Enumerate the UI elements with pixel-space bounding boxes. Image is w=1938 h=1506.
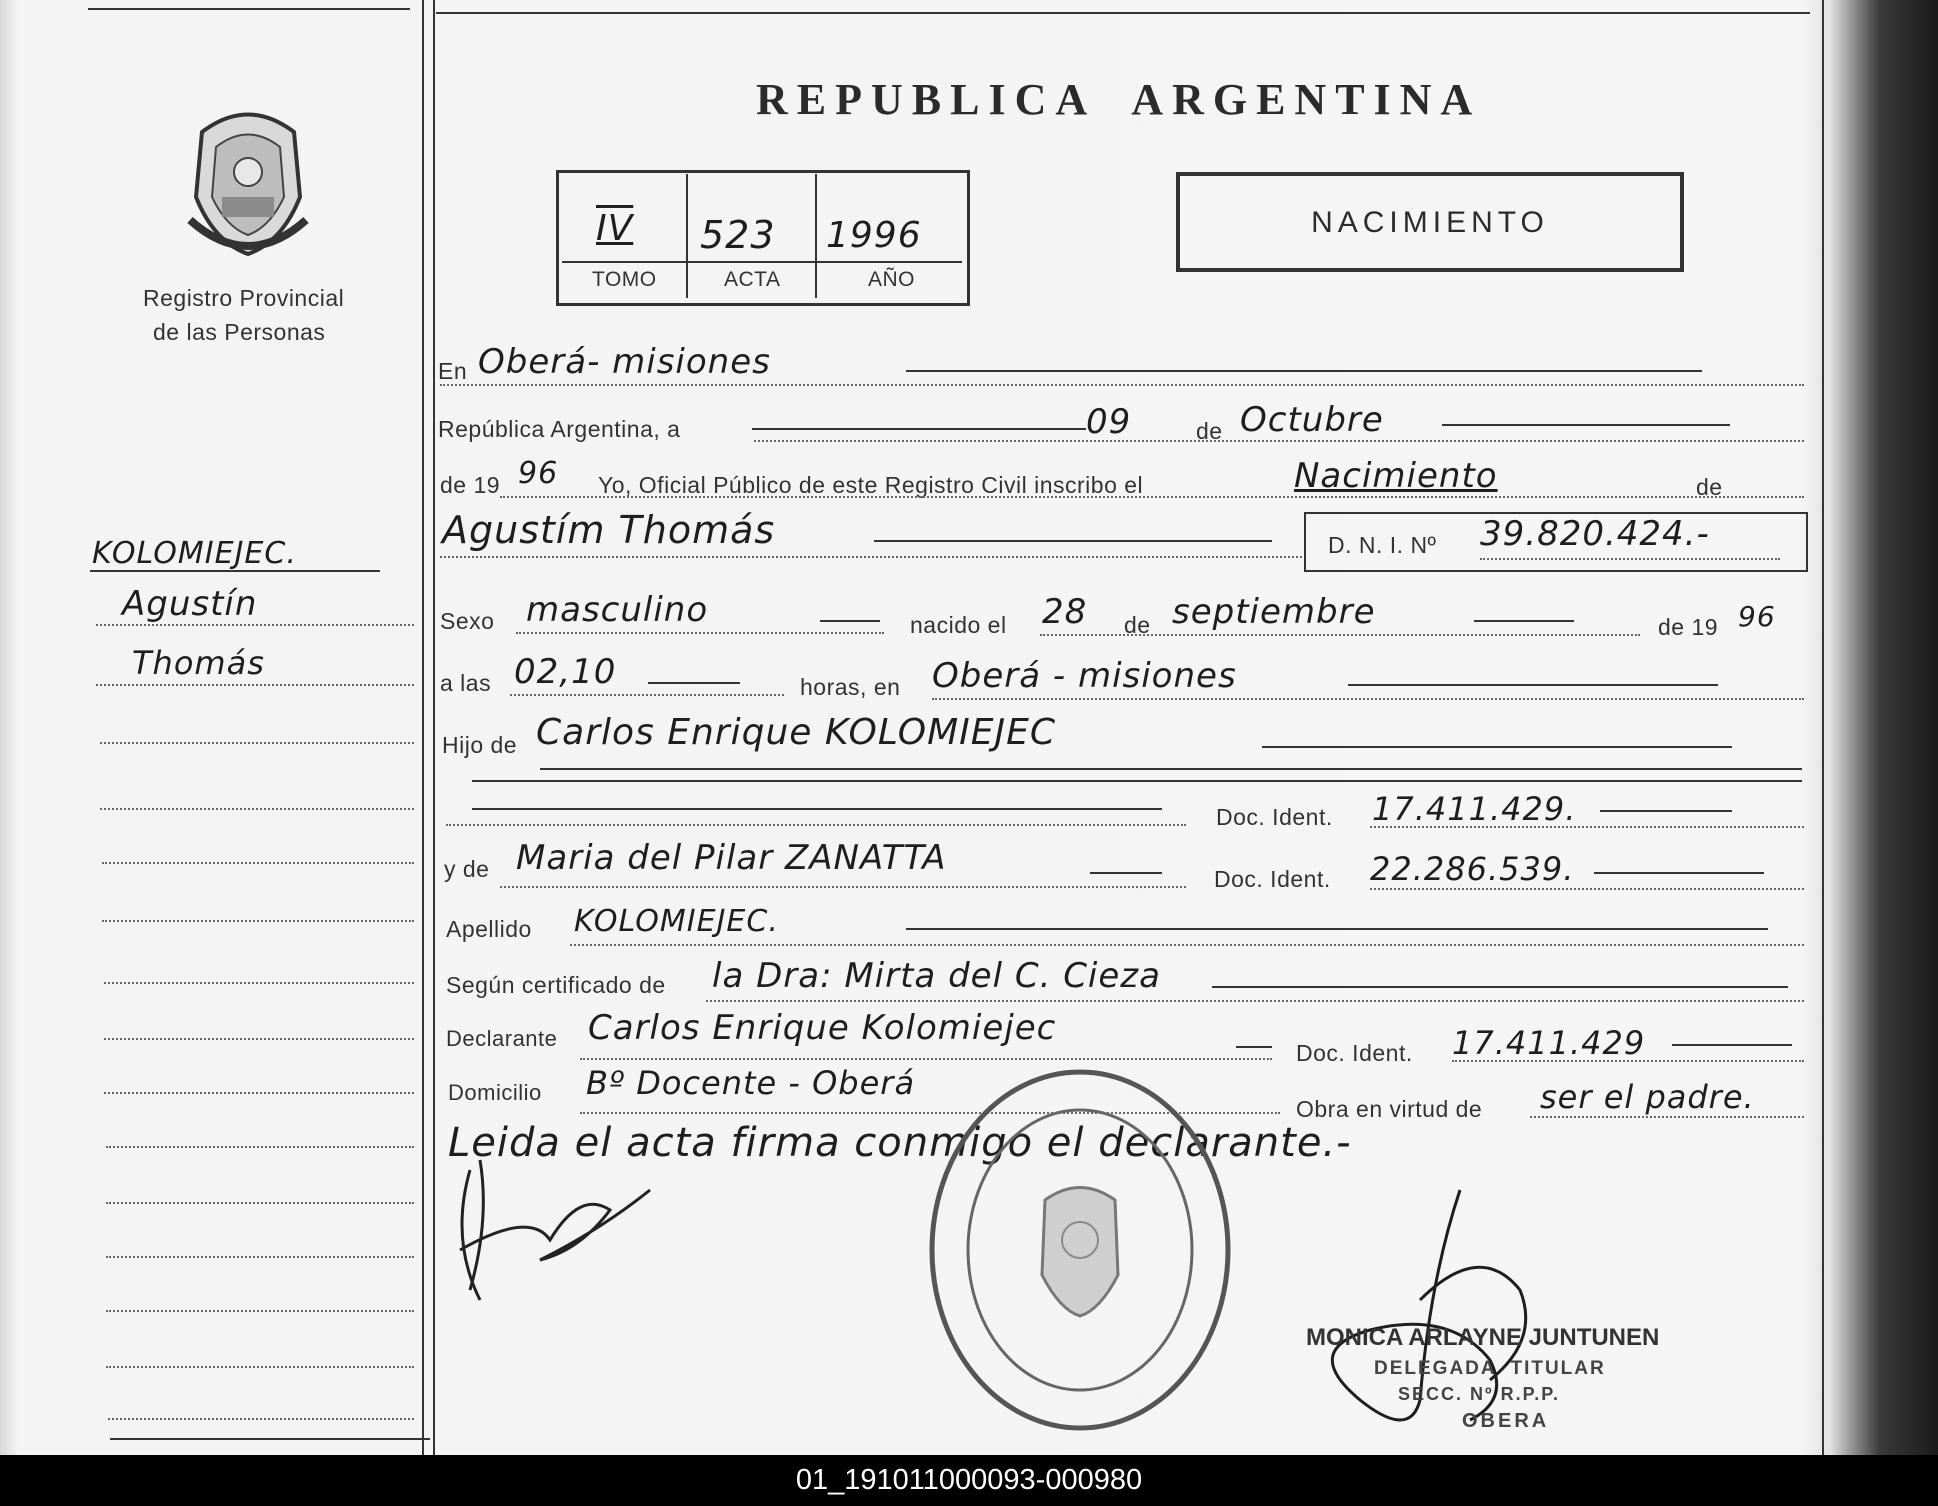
birth-month: septiembre <box>1172 592 1376 632</box>
sexo-value: masculino <box>526 590 709 630</box>
en-label: En <box>438 358 468 384</box>
tomo-label: TOMO <box>592 268 657 291</box>
father-line <box>1262 746 1732 748</box>
reference-box-divider <box>686 174 688 298</box>
father-doc-dots <box>446 824 1186 826</box>
bottom-rule-left <box>110 1438 430 1440</box>
birth-de-label: de <box>1124 612 1151 638</box>
margin-dotted-line <box>96 684 414 686</box>
segun-label: Según certificado de <box>446 972 666 998</box>
day-value: 09 <box>1086 402 1132 442</box>
year-prefix: de 19 <box>440 472 501 498</box>
official-stamp-section: SECC. Nº R.P.P. <box>1398 1384 1560 1404</box>
segun-dots <box>706 1000 1804 1002</box>
hijo-label: Hijo de <box>442 732 518 758</box>
dni-value: 39.820.424.- <box>1480 514 1710 554</box>
top-rule-right <box>436 12 1810 14</box>
dni-dots <box>1480 558 1780 560</box>
dni-label: D. N. I. Nº <box>1328 532 1437 558</box>
place-dots <box>932 698 1804 700</box>
father-doc-value: 17.411.429. <box>1372 790 1577 828</box>
sexo-dots <box>516 632 884 634</box>
month-line <box>1442 424 1730 426</box>
margin-dotted-line <box>100 808 414 810</box>
official-stamp-city: OBERA <box>1462 1410 1550 1432</box>
segun-value: la Dra: Mirta del C. Cieza <box>712 956 1161 996</box>
margin-dotted-line <box>102 862 414 864</box>
father-doc-dots2 <box>1370 826 1804 828</box>
sexo-label: Sexo <box>440 608 495 634</box>
province-seal-logo <box>182 102 314 260</box>
event-de-label: de <box>1696 474 1723 500</box>
footer-caption: 01_191011000093-000980 <box>795 1464 1143 1496</box>
obra-label: Obra en virtud de <box>1296 1096 1483 1122</box>
en-value: Oberá- misiones <box>478 342 771 382</box>
margin-dotted-line <box>104 1092 414 1094</box>
mother-doc-label: Doc. Ident. <box>1214 866 1331 892</box>
margin-surname: KOLOMIEJEC. <box>92 536 297 571</box>
country-heading: REPUBLICA ARGENTINA <box>756 75 1482 124</box>
birth-year: 96 <box>1738 600 1776 633</box>
apellido-value: KOLOMIEJEC. <box>574 904 779 939</box>
child-name: Agustím Thomás <box>442 508 776 552</box>
republica-dots <box>754 440 1804 442</box>
margin-dotted-line <box>104 982 414 984</box>
acta-label: ACTA <box>724 268 781 291</box>
declarante-value: Carlos Enrique Kolomiejec <box>588 1008 1057 1048</box>
yo-label: Yo, Oficial Público de este Registro Civil inscribo el <box>598 472 1144 498</box>
mother-dots <box>500 886 1186 888</box>
frame-left-divider <box>422 0 424 1455</box>
republica-label: República Argentina, a <box>438 416 681 442</box>
hour-value: 02,10 <box>514 652 617 692</box>
mother-doc-line <box>1594 872 1764 874</box>
official-round-seal <box>920 1060 1250 1440</box>
apellido-dots <box>570 944 1804 946</box>
frame-inner-divider <box>433 0 435 1455</box>
declarante-doc-value: 17.411.429 <box>1452 1024 1646 1062</box>
margin-dotted-line <box>106 1256 414 1258</box>
ano-label: AÑO <box>868 268 916 291</box>
yde-label: y de <box>444 856 490 882</box>
birth-year-prefix: de 19 <box>1658 614 1719 640</box>
reference-box-rule <box>562 261 962 263</box>
name-dots <box>440 556 1302 558</box>
father-doc-blank <box>472 808 1162 810</box>
apellido-label: Apellido <box>446 916 532 942</box>
horas-label: horas, en <box>800 674 901 700</box>
declarant-signature <box>440 1150 670 1320</box>
father-value: Carlos Enrique KOLOMIEJEC <box>536 712 1057 753</box>
margin-dotted-line <box>100 742 414 744</box>
domicilio-label: Domicilio <box>448 1080 542 1105</box>
margin-dotted-line <box>106 1202 414 1204</box>
father-line2 <box>472 780 1802 782</box>
year-dots <box>500 496 1804 498</box>
father-underline <box>540 768 1802 770</box>
en-line <box>906 370 1702 372</box>
official-stamp-name: MONICA ARLAYNE JUNTUNEN <box>1306 1324 1660 1351</box>
ano-value: 1996 <box>826 215 922 256</box>
father-doc-label: Doc. Ident. <box>1216 804 1333 830</box>
mother-doc-dots <box>1370 888 1804 890</box>
official-stamp-role: DELEGADA TITULAR <box>1374 1358 1606 1379</box>
mother-doc-value: 22.286.539. <box>1370 850 1575 888</box>
hour-dots <box>510 694 784 696</box>
margin-dotted-line <box>106 1146 414 1148</box>
place-value: Oberá - misiones <box>932 656 1237 696</box>
name-line <box>874 540 1272 542</box>
obra-value: ser el padre. <box>1540 1078 1755 1116</box>
year-value: 96 <box>518 456 559 491</box>
place-line <box>1348 684 1718 686</box>
birth-month-line <box>1474 620 1574 622</box>
birth-dots <box>1040 634 1640 636</box>
margin-given-2: Thomás <box>132 644 265 682</box>
month-value: Octubre <box>1240 400 1384 440</box>
registry-name-line2: de las Personas <box>153 319 326 345</box>
obra-dots <box>1530 1116 1804 1118</box>
declarante-doc-dots <box>1452 1060 1804 1062</box>
record-type-label: NACIMIENTO <box>1311 206 1549 239</box>
tomo-value: IV <box>596 208 634 249</box>
nacido-label: nacido el <box>910 612 1007 638</box>
margin-dotted-line <box>108 1418 414 1420</box>
declarante-label: Declarante <box>446 1026 558 1051</box>
acta-value: 523 <box>700 213 776 257</box>
month-de-label: de <box>1196 418 1223 444</box>
segun-line <box>1212 986 1788 988</box>
declarante-doc-line <box>1672 1044 1792 1046</box>
day-line <box>752 428 1086 430</box>
alas-label: a las <box>440 670 492 696</box>
margin-given-1: Agustín <box>122 584 258 624</box>
margin-underline <box>90 570 380 572</box>
birth-day: 28 <box>1042 592 1088 632</box>
frame-right-edge <box>1822 0 1824 1455</box>
sexo-line <box>820 620 880 622</box>
registry-name-line1: Registro Provincial <box>143 285 345 311</box>
event-value: Nacimiento <box>1294 456 1498 496</box>
domicilio-value: Bº Docente - Oberá <box>586 1064 916 1102</box>
mother-value: Maria del Pilar ZANATTA <box>516 838 947 878</box>
mother-line <box>1090 872 1162 874</box>
margin-dotted-line <box>106 1366 414 1368</box>
margin-dotted-line <box>96 624 414 626</box>
top-rule-left <box>88 8 410 10</box>
margin-dotted-line <box>106 1310 414 1312</box>
margin-dotted-line <box>104 1038 414 1040</box>
hour-line <box>648 682 740 684</box>
closing-statement: Leida el acta firma conmigo el declarante.- <box>448 1120 1352 1166</box>
reference-box-divider <box>815 174 817 298</box>
margin-dotted-line <box>102 920 414 922</box>
father-doc-line <box>1600 810 1732 812</box>
declarante-line <box>1236 1046 1272 1048</box>
en-dots <box>440 384 1804 386</box>
apellido-line <box>906 928 1768 930</box>
declarante-doc-label: Doc. Ident. <box>1296 1040 1413 1066</box>
